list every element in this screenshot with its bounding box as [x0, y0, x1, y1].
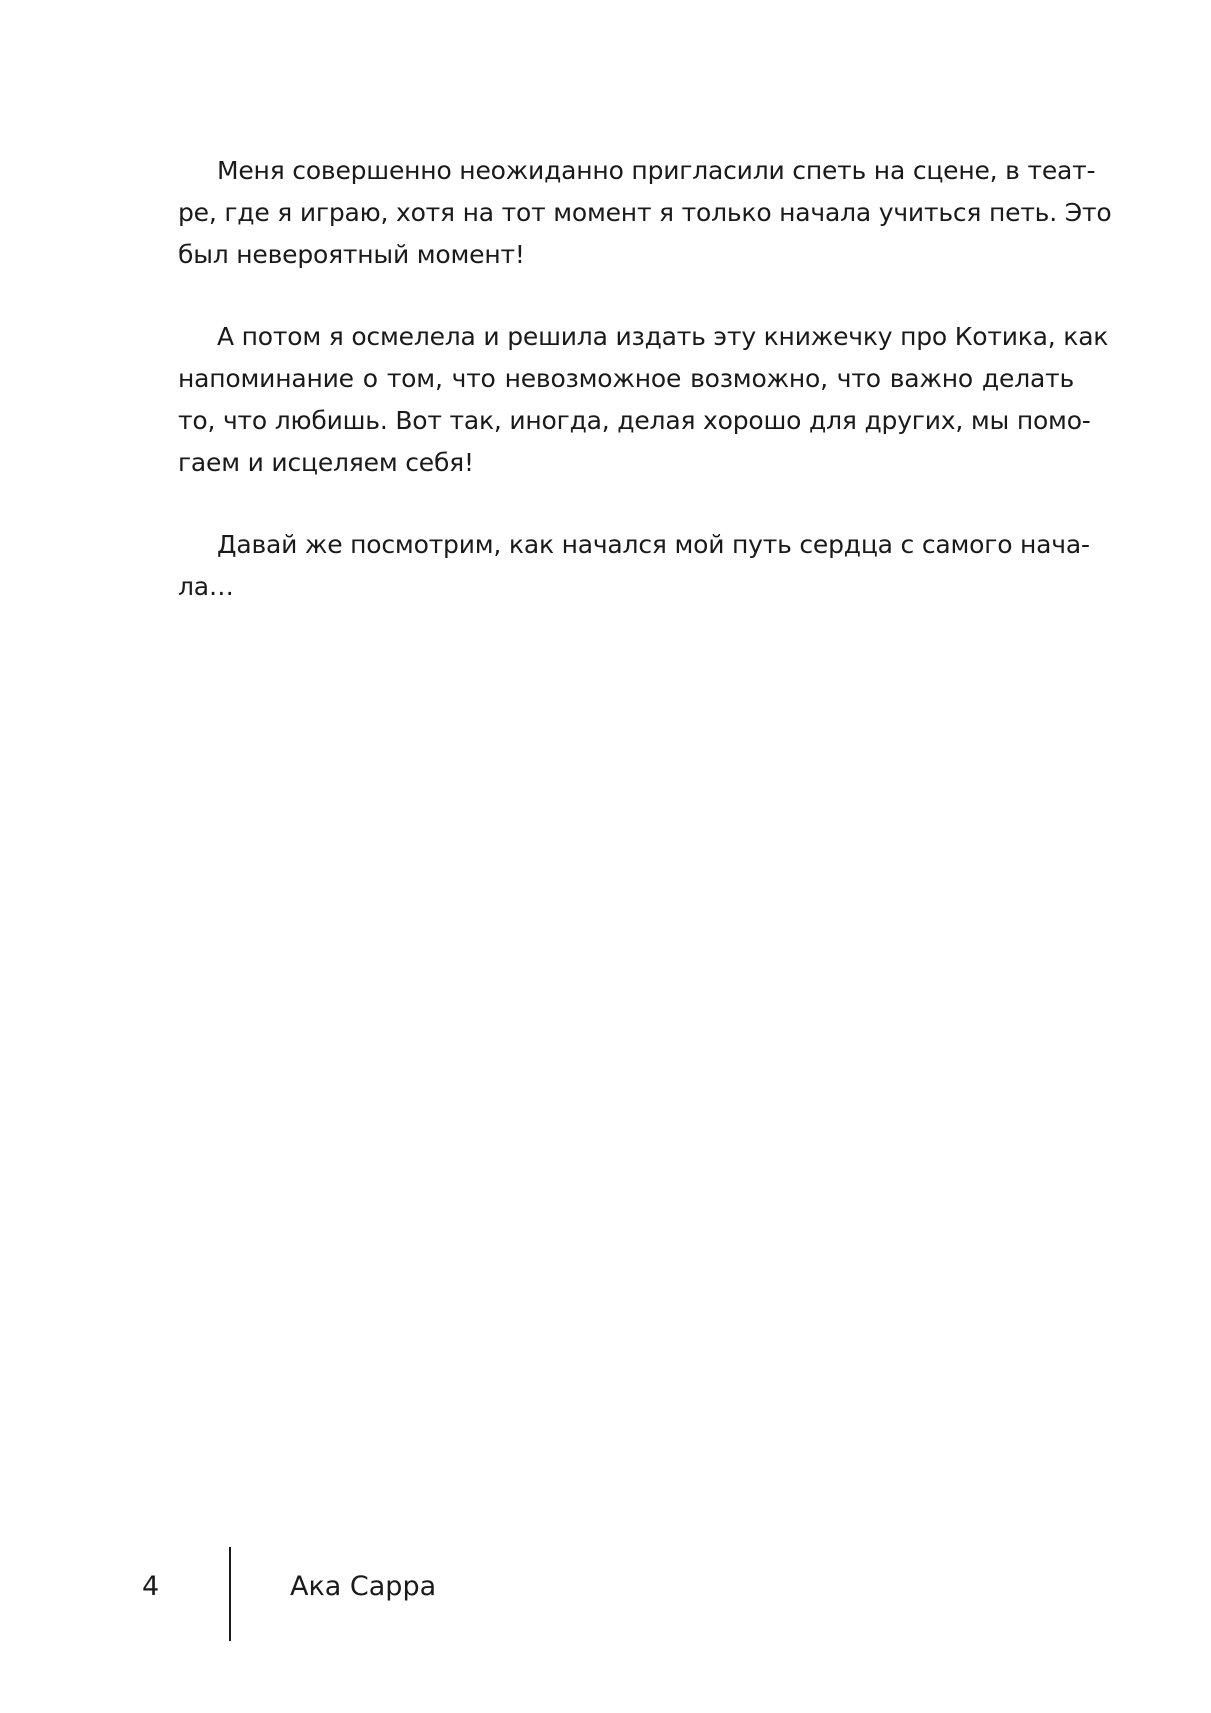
page-footer — [0, 1547, 1211, 1642]
page-number: 4 — [142, 1571, 160, 1602]
text-line: то, что любишь. Вот так, иногда, делая хорошо для других, мы помо- — [178, 406, 1091, 435]
body-text — [178, 150, 1112, 648]
text-line: ла… — [178, 572, 234, 601]
text-line: Меня совершенно неожиданно пригласили спеть на сцене, в теат- — [217, 156, 1096, 185]
text-line: напоминание о том, что невозможное возможно, что важно делать — [178, 364, 1074, 393]
footer-divider — [229, 1547, 231, 1641]
text-line: ре, где я играю, хотя на тот момент я только начала учиться петь. Это — [178, 198, 1112, 227]
author-name: Ака Сарра — [290, 1571, 437, 1602]
paragraph — [178, 150, 1112, 276]
text-line: был невероятный момент! — [178, 240, 525, 269]
text-line: гаем и исцеляем себя! — [178, 448, 474, 477]
text-line: А потом я осмелела и решила издать эту книжечку про Котика, как — [217, 322, 1109, 351]
text-line: Давай же посмотрим, как начался мой путь сердца с самого нача- — [217, 530, 1090, 559]
paragraph — [178, 316, 1109, 484]
paragraph — [178, 524, 1090, 608]
